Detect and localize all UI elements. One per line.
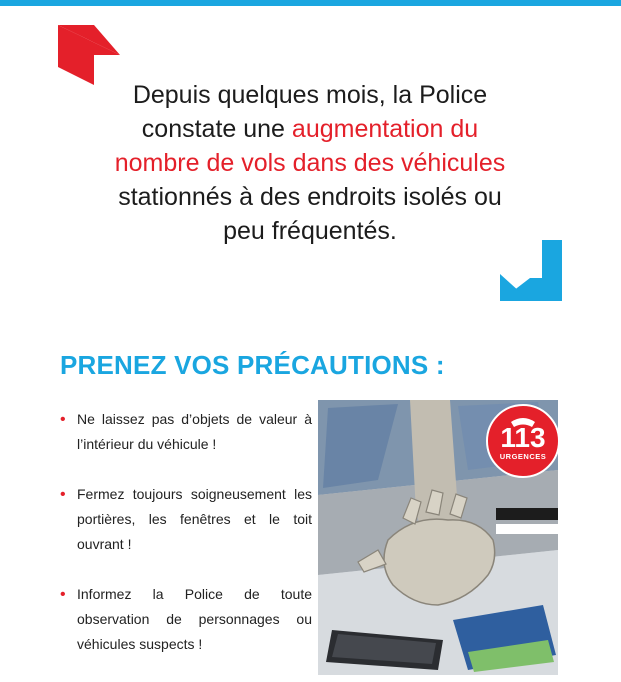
top-accent-bar bbox=[0, 0, 621, 6]
tip-text: Informez la Police de toute observation de personnages ou véhicules suspects ! bbox=[77, 586, 312, 652]
intro-line-1: Depuis quelques mois, la Police bbox=[132, 81, 488, 109]
intro-line-4: stationnés à des endroits isolés ou bbox=[118, 183, 502, 211]
intro-line-2-prefix: constate une bbox=[141, 115, 292, 143]
emergency-label: URGENCES bbox=[499, 452, 547, 461]
section-title: PRENEZ VOS PRÉCAUTIONS : bbox=[60, 350, 445, 380]
tips-list bbox=[60, 407, 312, 682]
bullet: • bbox=[60, 586, 66, 603]
intro-line-5: peu fréquentés. bbox=[223, 217, 397, 245]
list-item bbox=[60, 582, 312, 657]
list-item bbox=[60, 407, 312, 457]
red-corner-arrow-icon bbox=[58, 25, 120, 85]
tip-text: Ne laissez pas d’objets de valeur à l’intérieur du véhicule ! bbox=[77, 411, 312, 452]
list-item bbox=[60, 482, 312, 557]
emergency-number: 113 bbox=[500, 422, 546, 453]
intro-highlight-2: nombre de vols dans des véhicules bbox=[114, 149, 506, 177]
intro-paragraph bbox=[90, 78, 530, 248]
bullet: • bbox=[60, 486, 66, 503]
blue-corner-arrow-icon bbox=[500, 240, 562, 301]
bullet: • bbox=[60, 411, 66, 428]
tip-text: Fermez toujours soigneusement les portières, les fenêtres et le toit ouvrant ! bbox=[77, 486, 312, 552]
intro-line-2 bbox=[90, 112, 530, 146]
intro-highlight-1: augmentation du bbox=[291, 115, 479, 143]
